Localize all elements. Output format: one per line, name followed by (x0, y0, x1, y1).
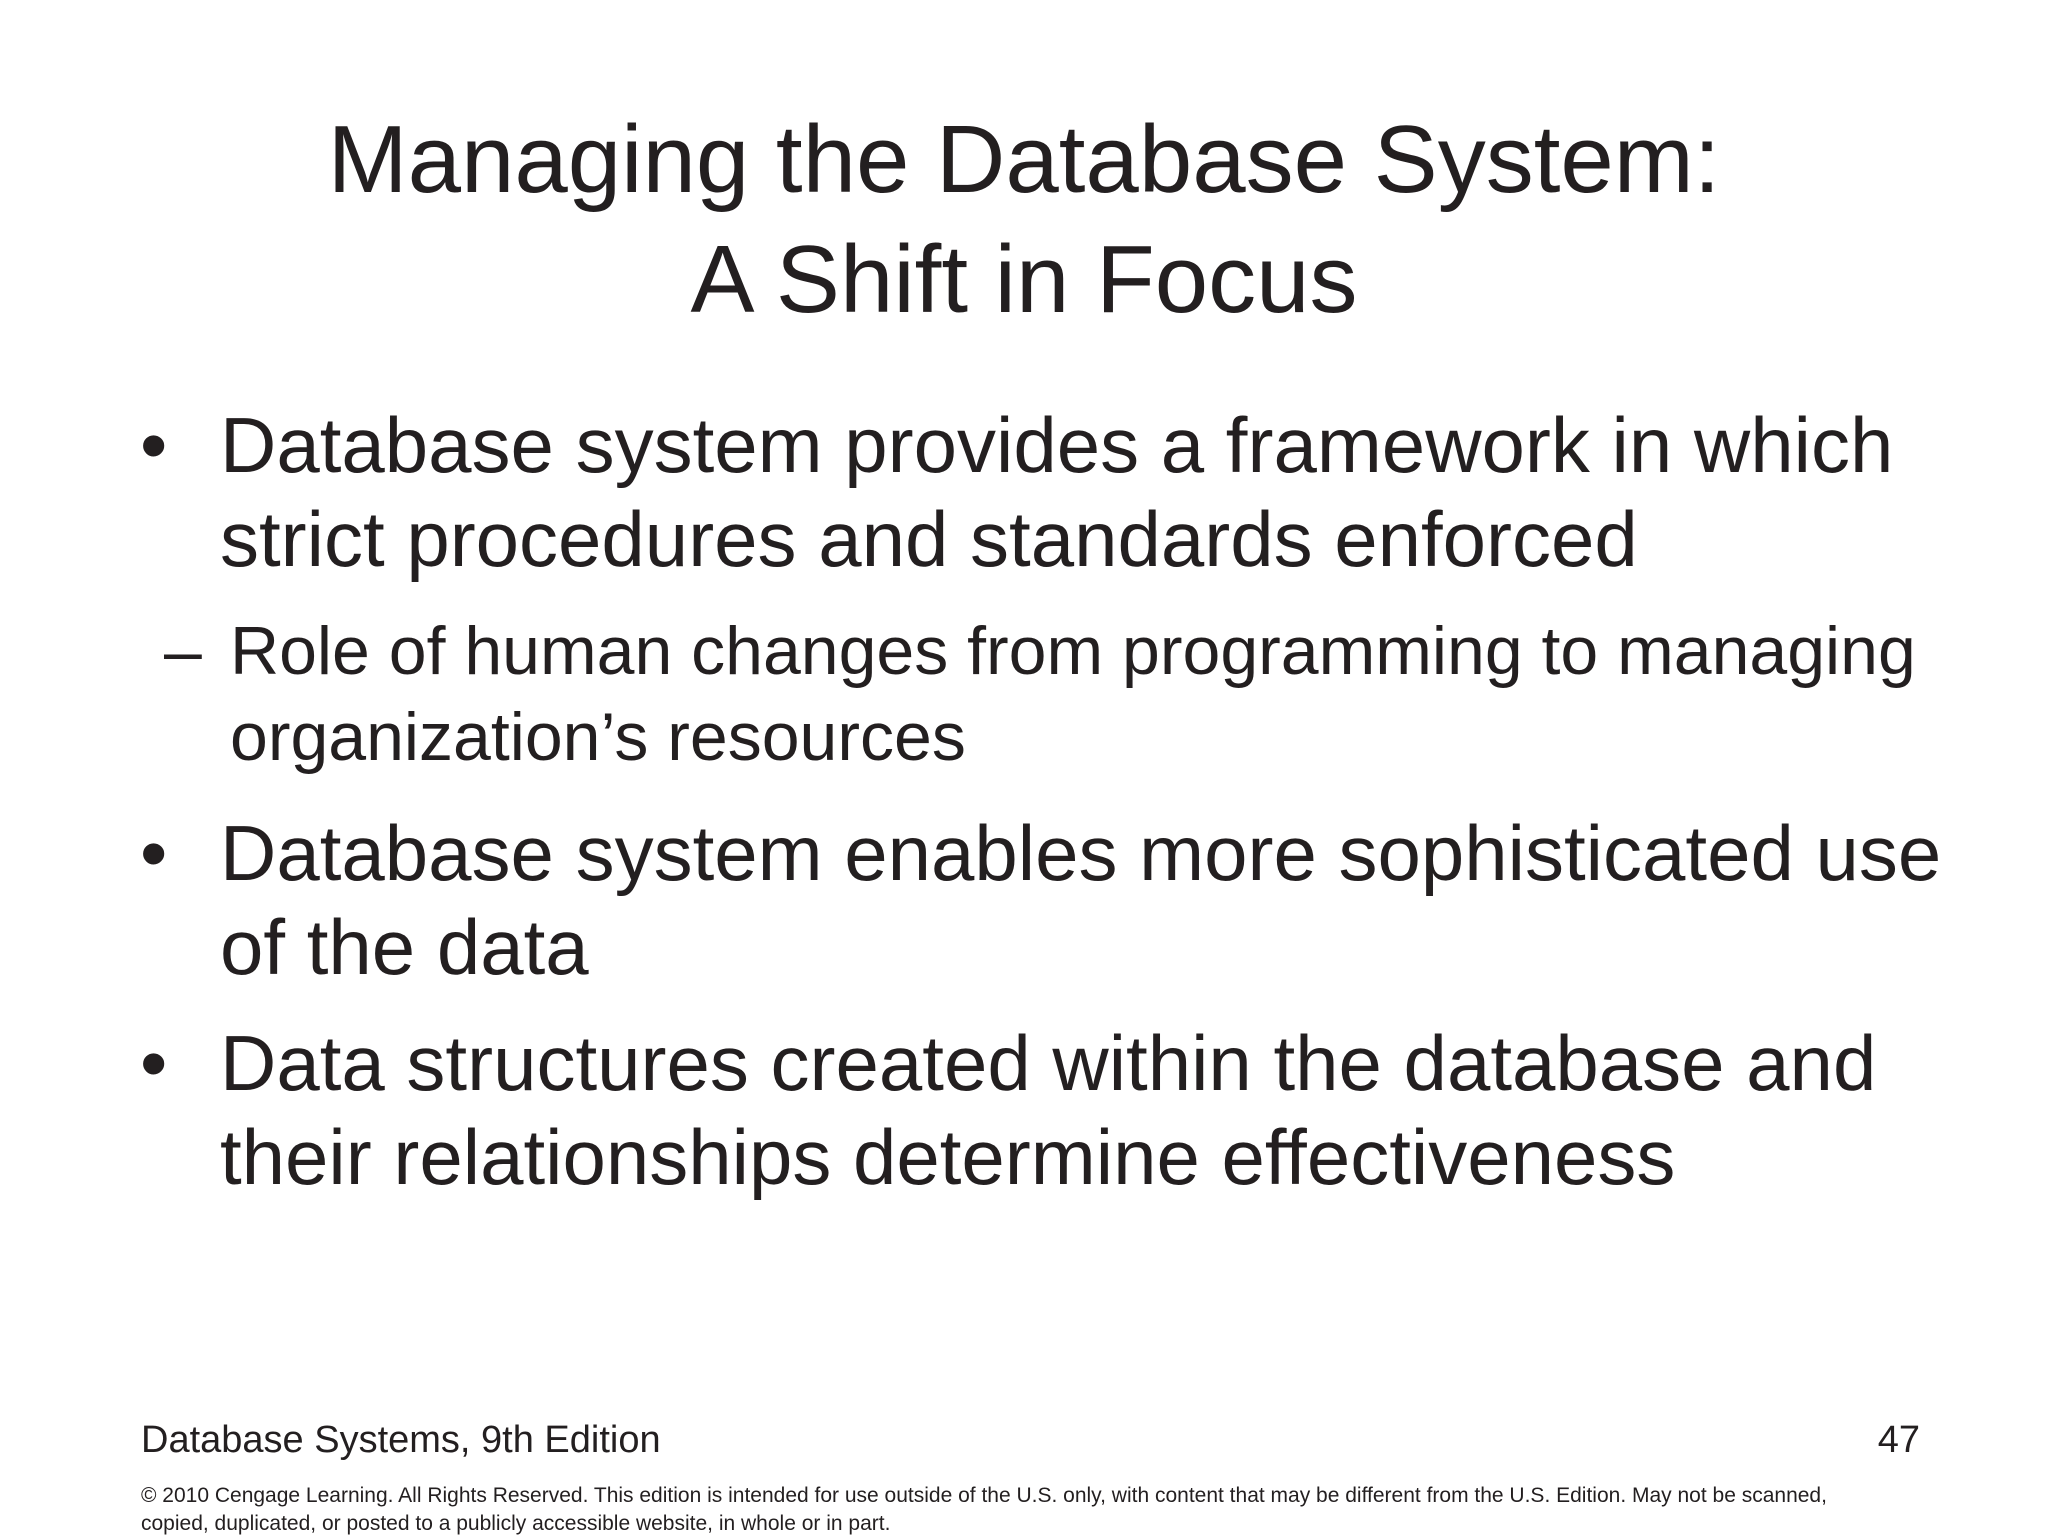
title-line-1: Managing the Database System: (327, 106, 1721, 213)
sub-bullet-text: Role of human changes from programming to managing organization’s resources (230, 613, 1916, 775)
title-line-2: A Shift in Focus (690, 226, 1358, 333)
bullet-text: Database system enables more sophisticated use of the data (220, 809, 1942, 991)
bullet-list (140, 398, 1960, 1226)
bullet-text: Data structures created within the database and their relationships determine effectiveness (220, 1019, 1877, 1201)
bullet-text: Database system provides a framework in which strict procedures and standards enforced (220, 401, 1894, 583)
bullet-dot: • (140, 401, 168, 489)
slide-title (100, 100, 1948, 340)
bullet-item (140, 1016, 1960, 1204)
bullet-dot: • (140, 809, 168, 897)
bullet-item (140, 806, 1960, 994)
page-number: 47 (1877, 1419, 1920, 1461)
sub-bullet-item (60, 608, 1960, 780)
footer-book-title: Database Systems, 9th Edition (141, 1419, 661, 1461)
copyright-notice: © 2010 Cengage Learning. All Rights Reserved. This edition is intended for use outside of the U.S. only, with content that may be different from the U.S. Edition. May not be scanned, copied, duplicated, or posted to a publicly accessible website, in whole or in part. (141, 1484, 1827, 1535)
bullet-item (140, 398, 1960, 586)
bullet-dot: • (140, 1019, 168, 1107)
sub-bullet-dash: – (164, 613, 202, 689)
